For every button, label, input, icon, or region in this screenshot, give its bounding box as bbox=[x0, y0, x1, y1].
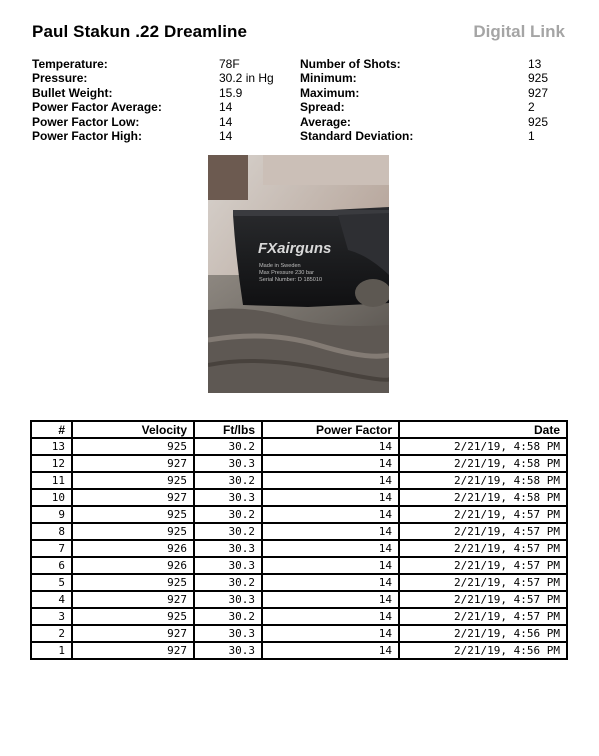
engraving-line: Made in Sweden bbox=[259, 263, 301, 269]
stat-value: 30.2 in Hg bbox=[219, 71, 274, 86]
cell-ftlbs: 30.3 bbox=[194, 557, 262, 574]
cell-date: 2/21/19, 4:57 PM bbox=[399, 574, 567, 591]
col-header-number: # bbox=[31, 421, 72, 438]
stat-value: 78F bbox=[219, 57, 240, 71]
cell-number: 7 bbox=[31, 540, 72, 557]
table-row bbox=[31, 574, 567, 591]
cell-velocity: 925 bbox=[72, 574, 194, 591]
stat-std-dev bbox=[300, 129, 548, 143]
cell-power-factor: 14 bbox=[262, 540, 399, 557]
stat-value: 2 bbox=[528, 100, 535, 115]
cell-power-factor: 14 bbox=[262, 642, 399, 659]
cell-ftlbs: 30.3 bbox=[194, 455, 262, 472]
stat-pf-average bbox=[32, 100, 274, 114]
stat-label: Average: bbox=[300, 114, 351, 129]
cell-number: 3 bbox=[31, 608, 72, 625]
cell-velocity: 925 bbox=[72, 608, 194, 625]
table-row bbox=[31, 540, 567, 557]
stat-label: Minimum: bbox=[300, 71, 357, 86]
brand-label: Digital Link bbox=[473, 22, 565, 41]
stat-maximum bbox=[300, 86, 548, 100]
cell-velocity: 927 bbox=[72, 625, 194, 642]
stat-label: Power Factor Average: bbox=[32, 100, 162, 115]
cell-date: 2/21/19, 4:58 PM bbox=[399, 489, 567, 506]
table-row bbox=[31, 642, 567, 659]
table-row bbox=[31, 557, 567, 574]
stat-label: Spread: bbox=[300, 100, 345, 115]
stat-value: 14 bbox=[219, 100, 233, 115]
cell-date: 2/21/19, 4:57 PM bbox=[399, 608, 567, 625]
stat-pressure bbox=[32, 71, 274, 85]
cell-number: 10 bbox=[31, 489, 72, 506]
cell-date: 2/21/19, 4:56 PM bbox=[399, 642, 567, 659]
cell-number: 4 bbox=[31, 591, 72, 608]
cell-power-factor: 14 bbox=[262, 574, 399, 591]
cell-number: 11 bbox=[31, 472, 72, 489]
cell-ftlbs: 30.3 bbox=[194, 591, 262, 608]
stat-temperature bbox=[32, 57, 274, 71]
stat-spread bbox=[300, 100, 548, 114]
cell-date: 2/21/19, 4:57 PM bbox=[399, 523, 567, 540]
col-header-ftlbs: Ft/lbs bbox=[194, 421, 262, 438]
table-row bbox=[31, 438, 567, 455]
cell-date: 2/21/19, 4:58 PM bbox=[399, 472, 567, 489]
cell-velocity: 927 bbox=[72, 455, 194, 472]
stat-value: 925 bbox=[528, 114, 549, 129]
stat-pf-low bbox=[32, 115, 274, 129]
table-row bbox=[31, 625, 567, 642]
cell-power-factor: 14 bbox=[262, 625, 399, 642]
cell-date: 2/21/19, 4:56 PM bbox=[399, 625, 567, 642]
stat-value: 14 bbox=[219, 129, 233, 144]
table-header-row bbox=[31, 421, 567, 438]
stat-label: Power Factor Low: bbox=[32, 114, 140, 129]
stat-label: Bullet Weight: bbox=[32, 85, 113, 100]
shots-table bbox=[30, 420, 568, 660]
cell-ftlbs: 30.2 bbox=[194, 608, 262, 625]
stat-minimum bbox=[300, 71, 548, 85]
col-header-power-factor: Power Factor bbox=[262, 421, 399, 438]
cell-power-factor: 14 bbox=[262, 472, 399, 489]
cell-power-factor: 14 bbox=[262, 506, 399, 523]
cell-date: 2/21/19, 4:58 PM bbox=[399, 438, 567, 455]
stat-value: 15.9 bbox=[219, 85, 243, 100]
col-header-velocity: Velocity bbox=[72, 421, 194, 438]
cell-velocity: 925 bbox=[72, 523, 194, 540]
cell-velocity: 927 bbox=[72, 642, 194, 659]
cell-ftlbs: 30.2 bbox=[194, 438, 262, 455]
stat-value: 14 bbox=[219, 114, 233, 129]
cell-velocity: 927 bbox=[72, 591, 194, 608]
stats-left bbox=[32, 57, 274, 143]
table-row bbox=[31, 506, 567, 523]
engraving-line: Serial Number: D 185010 bbox=[259, 277, 323, 283]
rifle-photo bbox=[208, 155, 389, 393]
cell-ftlbs: 30.2 bbox=[194, 506, 262, 523]
stat-value: 1 bbox=[528, 129, 535, 144]
stat-label: Number of Shots: bbox=[300, 57, 401, 71]
cell-date: 2/21/19, 4:57 PM bbox=[399, 506, 567, 523]
table-row bbox=[31, 608, 567, 625]
cell-ftlbs: 30.2 bbox=[194, 523, 262, 540]
cell-number: 12 bbox=[31, 455, 72, 472]
cell-velocity: 925 bbox=[72, 506, 194, 523]
stat-value: 13 bbox=[528, 57, 542, 71]
rifle-photo-drawing bbox=[208, 155, 389, 393]
cell-velocity: 927 bbox=[72, 489, 194, 506]
cell-date: 2/21/19, 4:57 PM bbox=[399, 591, 567, 608]
cell-power-factor: 14 bbox=[262, 557, 399, 574]
cell-power-factor: 14 bbox=[262, 591, 399, 608]
cell-velocity: 925 bbox=[72, 438, 194, 455]
cell-power-factor: 14 bbox=[262, 489, 399, 506]
cell-number: 8 bbox=[31, 523, 72, 540]
engraving-line: Max Pressure 230 bar bbox=[259, 270, 315, 276]
cell-number: 2 bbox=[31, 625, 72, 642]
cell-ftlbs: 30.3 bbox=[194, 540, 262, 557]
cell-ftlbs: 30.2 bbox=[194, 574, 262, 591]
cell-velocity: 925 bbox=[72, 472, 194, 489]
table-row bbox=[31, 489, 567, 506]
stat-pf-high bbox=[32, 129, 274, 143]
table-row bbox=[31, 455, 567, 472]
table-row bbox=[31, 523, 567, 540]
stat-value: 927 bbox=[528, 85, 549, 100]
stat-label: Temperature: bbox=[32, 57, 108, 71]
stat-label: Standard Deviation: bbox=[300, 129, 414, 144]
cell-power-factor: 14 bbox=[262, 438, 399, 455]
stat-label: Pressure: bbox=[32, 71, 88, 86]
cell-velocity: 926 bbox=[72, 557, 194, 574]
cell-ftlbs: 30.2 bbox=[194, 472, 262, 489]
table-row bbox=[31, 472, 567, 489]
cell-power-factor: 14 bbox=[262, 455, 399, 472]
cell-ftlbs: 30.3 bbox=[194, 489, 262, 506]
stats-right bbox=[300, 57, 548, 143]
cell-number: 9 bbox=[31, 506, 72, 523]
cell-power-factor: 14 bbox=[262, 523, 399, 540]
cell-ftlbs: 30.3 bbox=[194, 642, 262, 659]
col-header-date: Date bbox=[399, 421, 567, 438]
stat-shots bbox=[300, 57, 548, 71]
cell-number: 6 bbox=[31, 557, 72, 574]
cell-power-factor: 14 bbox=[262, 608, 399, 625]
stat-average bbox=[300, 115, 548, 129]
cell-number: 1 bbox=[31, 642, 72, 659]
table-row bbox=[31, 591, 567, 608]
stat-value: 925 bbox=[528, 71, 549, 86]
stat-bullet-weight bbox=[32, 86, 274, 100]
cell-number: 13 bbox=[31, 438, 72, 455]
cell-date: 2/21/19, 4:58 PM bbox=[399, 455, 567, 472]
fx-logo-text: FXairguns bbox=[258, 240, 332, 257]
cell-velocity: 926 bbox=[72, 540, 194, 557]
cell-number: 5 bbox=[31, 574, 72, 591]
report-title: Paul Stakun .22 Dreamline bbox=[32, 22, 248, 41]
cell-date: 2/21/19, 4:57 PM bbox=[399, 540, 567, 557]
cell-ftlbs: 30.3 bbox=[194, 625, 262, 642]
cell-date: 2/21/19, 4:57 PM bbox=[399, 557, 567, 574]
stat-label: Maximum: bbox=[300, 85, 360, 100]
stat-label: Power Factor High: bbox=[32, 129, 143, 144]
